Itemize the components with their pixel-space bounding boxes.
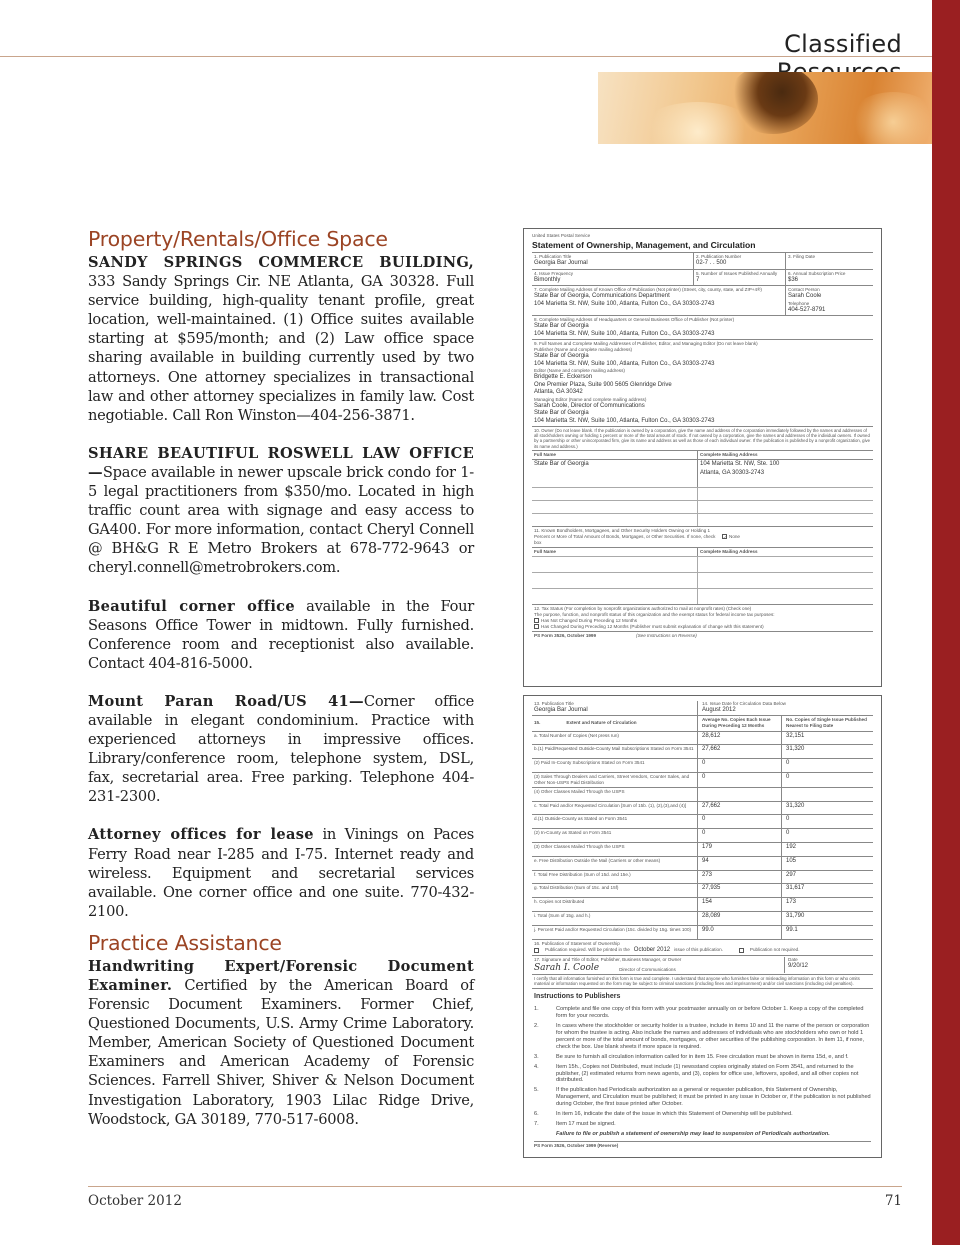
row-label: (4) Other Classes Mailed Through the USPS	[532, 788, 698, 801]
avg-copies-value: 0	[698, 829, 782, 842]
circulation-row	[532, 758, 873, 772]
ad-lead: Beautiful corner office	[88, 597, 295, 615]
checkbox-icon	[534, 624, 539, 629]
field-label: 1. Publication Title	[534, 254, 572, 259]
avg-copies-value: 0	[698, 773, 782, 787]
checkbox-label: None	[729, 533, 740, 539]
avg-copies-value: 0	[698, 759, 782, 772]
column-header: Full Name	[532, 451, 698, 459]
form-id: PS Form 3526, October 1999 (Reverse)	[534, 1141, 871, 1149]
circulation-row	[532, 911, 873, 925]
field-label: issue of this publication.	[674, 947, 723, 953]
field-value: $36	[788, 276, 799, 283]
field-label: Publisher (Name and complete mailing address)	[534, 347, 633, 352]
single-issue-value: 0	[786, 773, 790, 780]
ad-corner-office	[88, 597, 474, 673]
field-label: 14. Issue Date for Circulation Data Below	[702, 701, 787, 706]
row-label: i. Total (Sum of 15g. and h.)	[532, 912, 698, 925]
form-block	[532, 604, 873, 631]
instructions-list	[534, 1006, 871, 1128]
row-label: d.(1) Outside-County as Stated on Form 3541	[532, 815, 698, 828]
field-value: 9/20/12	[788, 963, 809, 970]
instruction-item	[534, 1111, 871, 1118]
single-issue-value: 31,617	[786, 885, 805, 892]
blank-row	[532, 588, 873, 604]
ad-body: in Vinings on Paces Ferry Road near I-285 and I-75. Internet ready and wireless. Equipment and secretarial services available. One corner office and one suite. 770-432-2100.	[88, 826, 474, 920]
field-label: 7. Complete Mailing Address of Known Office of Publication (Not printer) (Street, city, county, state, and ZIP+4®)	[534, 287, 762, 292]
field-label: 2. Publication Number	[696, 254, 742, 259]
instruction-text: If the publication had Periodicals authorization as a general or requester publication, this Statement of Ownership, Management, and Circulation must be published; it must be printed in any issue in October or, if the publication is not published during October, the first issue printed after October.	[556, 1087, 871, 1108]
field-label: Managing Editor (Name and complete mailing address)	[534, 396, 647, 402]
ad-mount-paran	[88, 692, 474, 807]
single-issue-value: 32,151	[786, 732, 805, 739]
blank-row	[532, 572, 873, 588]
form-title: Statement of Ownership, Management, and Circulation	[532, 240, 756, 250]
checkbox-label: Has Changed During Preceding 12 Months (Publisher must submit explanation of change with this statement)	[541, 623, 764, 629]
instruction-text: In cases where the stockholder or security holder is a trustee, include in items 10 and 11 the name of the person or corporation for whom the trustee is acting. Also include the names and addresses of individuals who are stockholders who own or hold 1 percent or more of the total amount of bonds, mortgages, or other securities of the publishing corporation. In item 11, if none, check the box. Use blank sheets if more space is required.	[556, 1023, 870, 1050]
row-label: (2) In-County as Stated on Form 3541	[532, 829, 698, 842]
row-label: (3) Sales Through Dealers and Carriers, Street Vendors, Counter Sales, and Other Non-USPS Paid Distribution	[532, 773, 698, 787]
single-issue-value: 0	[786, 816, 790, 823]
field-label: 17. Signature and Title of Editor, Publisher, Business Manager, or Owner	[534, 957, 682, 963]
instruction-number: 7.	[534, 1120, 539, 1127]
instruction-item	[534, 1121, 871, 1128]
ad-lead: SHARE BEAUTIFUL ROSWELL LAW OFFICE—	[88, 444, 474, 481]
field-label: 13. Publication Title	[534, 701, 574, 706]
field-value: 7	[696, 276, 700, 283]
section-heading-practice: Practice Assistance	[88, 930, 282, 955]
instruction-number: 6.	[534, 1111, 539, 1118]
instructions-title: Instructions to Publishers	[534, 992, 621, 1000]
form-block	[532, 955, 873, 974]
row-label: (3) Other Classes Mailed Through the USPS	[532, 843, 698, 856]
field-label: 5. Number of Issues Published Annually	[696, 270, 778, 276]
field-label: Date	[788, 957, 798, 963]
field-label: Telephone	[788, 300, 810, 306]
field-label: 16. Publication of Statement of Ownership	[534, 940, 620, 946]
instruction-item	[534, 1006, 871, 1020]
single-issue-value	[782, 788, 873, 801]
field-value: State Bar of Georgia	[534, 410, 589, 416]
instruction-number: 3.	[534, 1053, 539, 1060]
ad-lead: SANDY SPRINGS COMMERCE BUILDING,	[88, 254, 474, 271]
form-row	[532, 252, 873, 269]
ad-body: Certified by the American Board of Forensic Document Examiners. Former Chief, Questioned Documents, U.S. Army Crime Laboratory. Member, American Society of Questioned Document Examiners and American Academy of Forensic Sciences. Farrell Shiver, Shiver & Nelson Document Investigation Laboratory, 1903 Lilac Ridge Drive, Woodstock, GA 30189, 770-517-6008.	[88, 977, 474, 1128]
instruction-item	[534, 1023, 871, 1051]
field-label: 6. Annual Subscription Price	[788, 270, 846, 276]
column-header: No. Copies of Single Issue Published Nearest to Filing Date	[786, 716, 867, 728]
circulation-table	[532, 731, 873, 939]
circulation-row	[532, 856, 873, 870]
ad-body: Space available in newer upscale brick condo for 1-5 legal practitioners from $350/mo. Located in high traffic count area with signage and easy access to GA400. For more information, contact Cheryl Connell @ BH&G R E Metro Brokers at 678-772-9643 or cheryl.connell@metrobrokers.com.	[88, 463, 474, 577]
circulation-row	[532, 828, 873, 842]
ad-handwriting-expert	[88, 957, 474, 1129]
field-value: Georgia Bar Journal	[534, 707, 588, 713]
avg-copies-value: 0	[698, 815, 782, 828]
field-label: 10. Owner (Do not leave blank. If the publication is owned by a corporation, give the name and address of the corporation immediately followed by the names and addresses of all stockholders owning or holding 1 percent or more of the total amount of stock. If not owned by a corporation, give the names and addresses of the individual owners. If owned by a partnership or other unincorporated firm, give its name and address as well as those of each individual owner. If the publication is published by a nonprofit organization, give its name and address.)	[534, 428, 871, 449]
avg-copies-value: 28,612	[698, 732, 782, 745]
single-issue-value: 173	[786, 899, 797, 906]
field-label: 8. Complete Mailing Address of Headquarters or General Business Office of Publisher (Not printer)	[534, 317, 735, 322]
ad-lead: Attorney offices for lease	[88, 826, 314, 844]
field-value: One Premier Plaza, Suite 900 5605 Glenridge Drive	[534, 381, 672, 388]
column-header: Full Name	[532, 548, 698, 556]
instruction-number: 5.	[534, 1087, 539, 1094]
field-value: October 2012	[633, 946, 671, 953]
header-photo	[598, 72, 932, 144]
ownership-statement-form-page2	[523, 695, 882, 1158]
avg-copies-value: 179	[698, 843, 782, 856]
circulation-row	[532, 731, 873, 745]
field-label: 11. Known Bondholders, Mortgagees, and Other Security Holders Owning or Holding 1 Percent or More of Total Amount of Bonds, Mortgages, or Other Securities. If none, check box	[534, 527, 716, 545]
field-value: Sarah Coole	[788, 293, 822, 299]
column-header: Complete Mailing Address	[700, 451, 758, 457]
instruction-item	[534, 1087, 871, 1108]
form-block	[532, 974, 873, 988]
row-label: h. Copies not Distributed	[532, 898, 698, 911]
single-issue-value: 0	[786, 830, 790, 837]
circulation-row	[532, 883, 873, 897]
field-value: Bridgette E. Eckerson	[534, 374, 593, 380]
single-issue-value: 31,790	[786, 913, 805, 920]
checkbox-icon	[534, 618, 539, 623]
form-row	[532, 285, 873, 315]
field-value: Sarah Coole, Director of Communications	[534, 402, 645, 409]
form-footer	[532, 631, 873, 640]
form-block	[532, 315, 873, 339]
checkbox-label: Publication required. Will be printed in the	[545, 947, 630, 953]
ad-body: 333 Sandy Springs Cir. NE Atlanta, GA 30328. Full service building, high-quality tenant profile, great location, well-maintained. (1) Office suites available starting at $595/month; and (2) Law office space sharing available in building currently used by two attorneys. One attorney specializes in transactional law and other attorney specializes in family law. Cost negotiable. Call Ron Winston—404-256-3871.	[88, 273, 474, 424]
instruction-item	[534, 1064, 871, 1085]
accent-bar	[932, 0, 960, 1245]
instruction-text: Item 17 must be signed.	[556, 1120, 616, 1127]
section-heading-property: Property/Rentals/Office Space	[88, 227, 388, 251]
field-value: 104 Marietta St. NW, Suite 100, Atlanta, Fulton Co., GA 30303-2743	[534, 300, 715, 307]
owner-name: State Bar of Georgia	[532, 460, 698, 487]
row-label: c. Total Paid and/or Requested Circulation [Sum of 15b. (1), (2),(3),and (4)]	[532, 802, 698, 815]
owner-row	[532, 459, 873, 487]
ad-roswell-law-office	[88, 444, 474, 578]
ad-vinings-offices	[88, 825, 474, 920]
circulation-row	[532, 787, 873, 801]
circulation-row	[532, 814, 873, 828]
form-block	[532, 526, 873, 547]
owner-address: Atlanta, GA 30303-2743	[700, 470, 765, 477]
row-label: g. Total Distribution (Sum of 15c. and 15f)	[532, 884, 698, 897]
row-label: e. Free Distribution Outside the Mail (Carriers or other means)	[532, 857, 698, 870]
instructions	[532, 988, 873, 1149]
checkbox-label: Publication not required.	[749, 947, 800, 953]
footer-rule	[88, 1186, 902, 1187]
avg-copies-value: 273	[698, 871, 782, 884]
certification-text: I certify that all information furnished on this form is true and complete. I understand that anyone who furnishes false or misleading information on this form or who omits material or information requested on the form may be subject to criminal sanctions (including fines and imprisonment) and/or civil sanctions (including civil penalties).	[534, 976, 860, 987]
field-value: 104 Marietta St. NW, Suite 100, Atlanta, Fulton Co., GA 30303-2743	[534, 417, 715, 424]
single-issue-value: 297	[786, 871, 797, 878]
circulation-row	[532, 772, 873, 787]
circulation-row	[532, 801, 873, 815]
circulation-row	[532, 870, 873, 884]
field-value: Bimonthly	[534, 276, 561, 283]
row-label: b.(1) Paid/Requested Outside-County Mail Subscriptions Stated on Form 3541	[532, 745, 698, 758]
form-row	[532, 269, 873, 286]
form-block	[532, 939, 873, 956]
warning-text: Failure to file or publish a statement of ownership may lead to suspension of Periodicals authorization.	[556, 1130, 830, 1137]
field-value: August 2012	[702, 707, 736, 713]
field-label: Contact Person	[788, 287, 820, 292]
circulation-head	[532, 715, 873, 731]
ownership-statement-form-page1	[523, 228, 882, 687]
form-note: (See Instructions on Reverse)	[636, 632, 697, 638]
field-value: Director of Communications	[619, 967, 676, 973]
form-row	[532, 701, 873, 715]
ad-lead: Handwriting Expert/Forensic Document Examiner.	[88, 957, 474, 994]
row-label: a. Total Number of Copies (Net press run)	[532, 732, 698, 745]
instruction-text: Complete and file one copy of this form with your postmaster annually on or before October 1. Keep a copy of the completed form for your records.	[556, 1006, 864, 1020]
footer-date: October 2012	[88, 1193, 182, 1209]
ad-body: Corner office available in elegant condominium. Practice with experienced attorneys in impressive offices. Library/conference room, telephone system, DSL, fax, secretarial area. Free parking. Telephone 404-231-2300.	[88, 692, 474, 806]
blank-row	[532, 500, 873, 513]
ad-body: available in the Four Seasons Office Tower in midtown. Fully furnished. Conference room and receptionist also available. Contact 404-816-5000.	[88, 597, 474, 672]
ad-sandy-springs	[88, 253, 474, 425]
field-label: 3. Filing Date	[788, 254, 816, 259]
circulation-row	[532, 925, 873, 939]
field-value: 404-527-8791	[788, 306, 826, 313]
field-label: 15.	[534, 720, 541, 725]
field-value: State Bar of Georgia	[534, 323, 589, 329]
field-label: 12. Tax Status (For completion by nonprofit organizations authorized to mail at nonprofit rates) (Check one)	[534, 605, 752, 611]
instruction-text: Be sure to furnish all circulation information called for in item 15. Free circulation must be shown in items 15d, e, and f.	[556, 1053, 849, 1060]
circulation-row	[532, 842, 873, 856]
row-label: j. Percent Paid and/or Requested Circulation (15c. divided by 15g. times 100)	[532, 926, 698, 939]
field-label: The purpose, function, and nonprofit status of this organization and the exempt status for federal income tax purposes:	[534, 611, 775, 617]
single-issue-value: 31,320	[786, 802, 805, 809]
field-value: State Bar of Georgia, Communications Department	[534, 293, 670, 299]
checkbox-icon	[739, 948, 744, 953]
instruction-number: 4.	[534, 1063, 539, 1070]
field-label: Editor (Name and complete mailing address)	[534, 368, 625, 373]
avg-copies-value: 27,935	[698, 884, 782, 897]
form-agency: United States Postal Service	[532, 233, 591, 238]
signature: Sarah I. Coole	[534, 963, 600, 974]
avg-copies-value: 27,662	[698, 802, 782, 815]
owner-table-head	[532, 450, 873, 459]
blank-row	[532, 556, 873, 572]
blank-row	[532, 513, 873, 526]
instruction-text: In item 16, indicate the date of the issue in which this Statement of Ownership will be published.	[556, 1111, 793, 1118]
field-value: State Bar of Georgia	[534, 353, 589, 359]
avg-copies-value: 27,662	[698, 745, 782, 758]
avg-copies-value: 154	[698, 898, 782, 911]
checkbox-icon	[534, 948, 539, 953]
page-number: 71	[884, 1193, 902, 1209]
form-block	[532, 339, 873, 426]
field-value: Georgia Bar Journal	[534, 260, 588, 266]
single-issue-value: 192	[786, 844, 797, 851]
single-issue-value: 105	[786, 857, 797, 864]
classified-listings	[88, 227, 474, 1148]
column-header: Average No. Copies Each Issue During Preceding 12 Months	[698, 716, 782, 731]
security-table-head	[532, 547, 873, 556]
single-issue-value: 31,320	[786, 746, 805, 753]
field-label: 9. Full Names and Complete Mailing Addresses of Publisher, Editor, and Managing Editor (Do not leave blank)	[534, 341, 758, 346]
avg-copies-value	[698, 788, 782, 801]
single-issue-value: 99.1	[786, 926, 798, 933]
checkbox-icon: ✓	[723, 535, 727, 541]
owner-address: 104 Marietta St. NW, Ste. 100	[700, 460, 780, 467]
form-id: PS Form 3526, October 1999	[534, 632, 597, 638]
avg-copies-value: 28,089	[698, 912, 782, 925]
checkbox-label: Has Not Changed During Preceding 12 Months	[541, 617, 638, 623]
blank-row	[532, 487, 873, 500]
avg-copies-value: 99.0	[698, 926, 782, 939]
column-header: Complete Mailing Address	[700, 548, 758, 554]
row-label: (2) Paid In-County Subscriptions Stated on Form 3541	[532, 759, 698, 772]
page-header-title: Classified	[784, 30, 902, 58]
field-value: Atlanta, GA 30342	[534, 389, 583, 395]
instruction-number: 2.	[534, 1023, 539, 1030]
circulation-row	[532, 744, 873, 758]
instruction-text: Item 15h., Copies not Distributed, must include (1) newsstand copies originally stated on Form 3541, and returned to the publisher, (2) estimated returns from news agents, and (3), copies for office use, leftovers, spoiled, and all other copies not distributed.	[556, 1063, 859, 1084]
column-header: Extent and Nature of Circulation	[566, 720, 637, 725]
field-value: 104 Marietta St. NW, Suite 100, Atlanta, Fulton Co., GA 30303-2743	[534, 360, 715, 367]
ad-lead: Mount Paran Road/US 41—	[88, 692, 364, 710]
instruction-item	[534, 1054, 871, 1061]
avg-copies-value: 94	[698, 857, 782, 870]
circulation-row	[532, 897, 873, 911]
field-value: 104 Marietta St. NW, Suite 100, Atlanta, Fulton Co., GA 30303-2743	[534, 330, 715, 337]
field-label: 4. Issue Frequency	[534, 270, 574, 276]
instruction-number: 1.	[534, 1006, 539, 1013]
single-issue-value: 0	[786, 760, 790, 767]
row-label: f. Total Free Distribution (Sum of 15d. and 15e.)	[532, 871, 698, 884]
form-block	[532, 426, 873, 450]
field-value: 02-7 . . 500	[696, 260, 727, 266]
